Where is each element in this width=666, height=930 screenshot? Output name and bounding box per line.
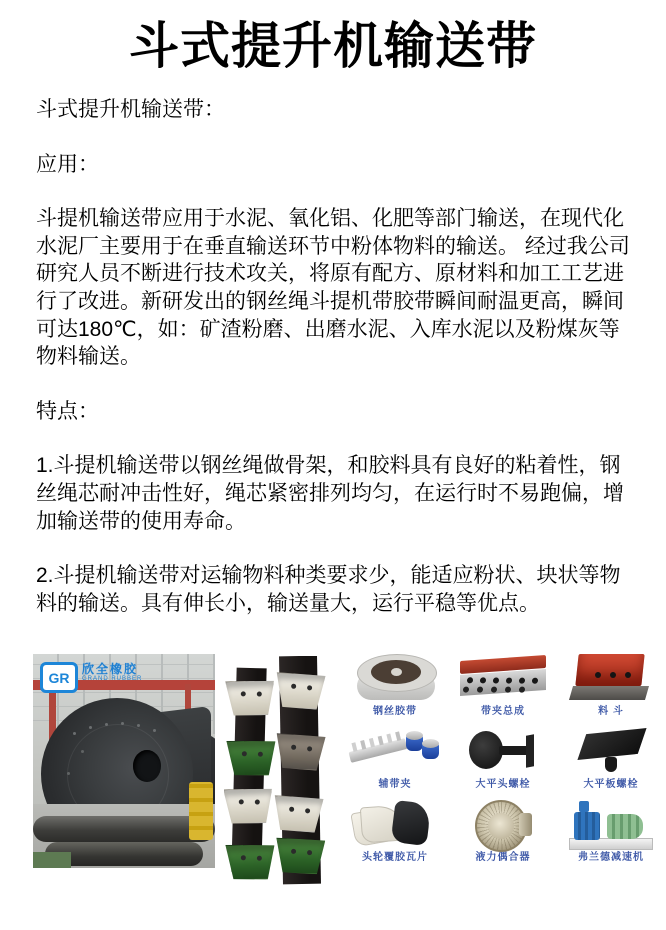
elevator-bucket-white (275, 672, 325, 710)
elevator-bucket-white (225, 679, 276, 718)
product-tile[interactable] (449, 723, 557, 796)
logo-english-name: GRAND RUBBER (82, 676, 143, 682)
product-tile[interactable] (341, 650, 449, 723)
product-label: 钢丝胶带 (373, 706, 417, 717)
steel-cord-belt-image (345, 650, 445, 706)
page-title: 斗式提升机输送带 (129, 18, 537, 74)
application-heading: 应用： (36, 152, 99, 176)
product-label: 大平板螺栓 (583, 779, 639, 790)
product-label: 料 斗 (598, 706, 624, 717)
intro-line: 斗式提升机输送带： (36, 98, 225, 121)
flender-reducer-image (561, 796, 661, 852)
elevator-bucket-green (226, 739, 276, 777)
flat-plate-bolt-image (561, 723, 661, 779)
accessories-grid (341, 650, 665, 869)
fluid-coupling-image (453, 796, 553, 852)
product-tile[interactable] (341, 796, 449, 869)
product-tile[interactable] (557, 723, 665, 796)
elevator-bucket-green (276, 838, 326, 875)
product-tile[interactable] (557, 796, 665, 869)
body-text (36, 96, 630, 617)
flat-head-bolt-image (453, 723, 553, 779)
belt-roll-factory-photo[interactable] (33, 654, 215, 868)
pulley-lagging-tiles-image (345, 796, 445, 852)
belt-roll-core-hole (133, 750, 161, 782)
product-label: 大平头螺栓 (475, 779, 531, 790)
feature-2-paragraph: 2.斗提机输送带对运输物料种类要求少，能适应粉状、块状等物料的输送。具有伸长小，输送量大，运行平稳等优点。 (36, 564, 621, 615)
product-label: 头轮覆胶瓦片 (362, 852, 428, 863)
product-label: 液力偶合器 (475, 852, 531, 863)
hopper-image (561, 650, 661, 706)
green-machine-base (33, 852, 71, 868)
brand-logo (40, 662, 142, 693)
features-heading: 特点： (36, 399, 99, 423)
belt-clamp-assembly-image (453, 650, 553, 706)
product-label: 辅带夹 (378, 779, 412, 790)
elevator-bucket-white (224, 787, 274, 826)
elevator-bucket-green (225, 843, 275, 881)
bucket-panel-photo[interactable] (224, 656, 332, 890)
product-tile[interactable] (341, 723, 449, 796)
logo-chinese-name: 欣全橡胶 (82, 662, 139, 676)
feature-1-paragraph: 1.斗提机输送带以钢丝绳做骨架，和胶料具有良好的粘着性，钢丝绳芯耐冲击性好，绳芯紧密排列均匀，在运行时不易跑偏，增加输送带的使用寿命。 (36, 454, 624, 533)
product-label: 带夹总成 (481, 706, 525, 717)
belt-roll-vent-holes (73, 732, 76, 735)
auxiliary-belt-clamp-image (345, 723, 445, 779)
product-tile[interactable] (557, 650, 665, 723)
application-paragraph: 斗提机输送带应用于水泥、氧化铝、化肥等部门输送，在现代化水泥厂主要用于在垂直输送环节中粉体物料的输送。 经过我公司研究人员不断进行技术攻关，将原有配方、原材料和加工工艺进行了改进。新研发出的钢丝绳斗提机带胶带瞬间耐温更高，瞬间可达180℃，如：矿渣粉磨、出磨水泥、入库水泥以及粉煤灰等物料输送。 (36, 207, 630, 369)
product-tile[interactable] (449, 796, 557, 869)
gr-logo-icon: GR (40, 662, 78, 693)
product-tile[interactable] (449, 650, 557, 723)
product-label: 弗兰德减速机 (578, 852, 644, 863)
yellow-machine (189, 782, 213, 840)
steel-roller-top (33, 816, 215, 842)
